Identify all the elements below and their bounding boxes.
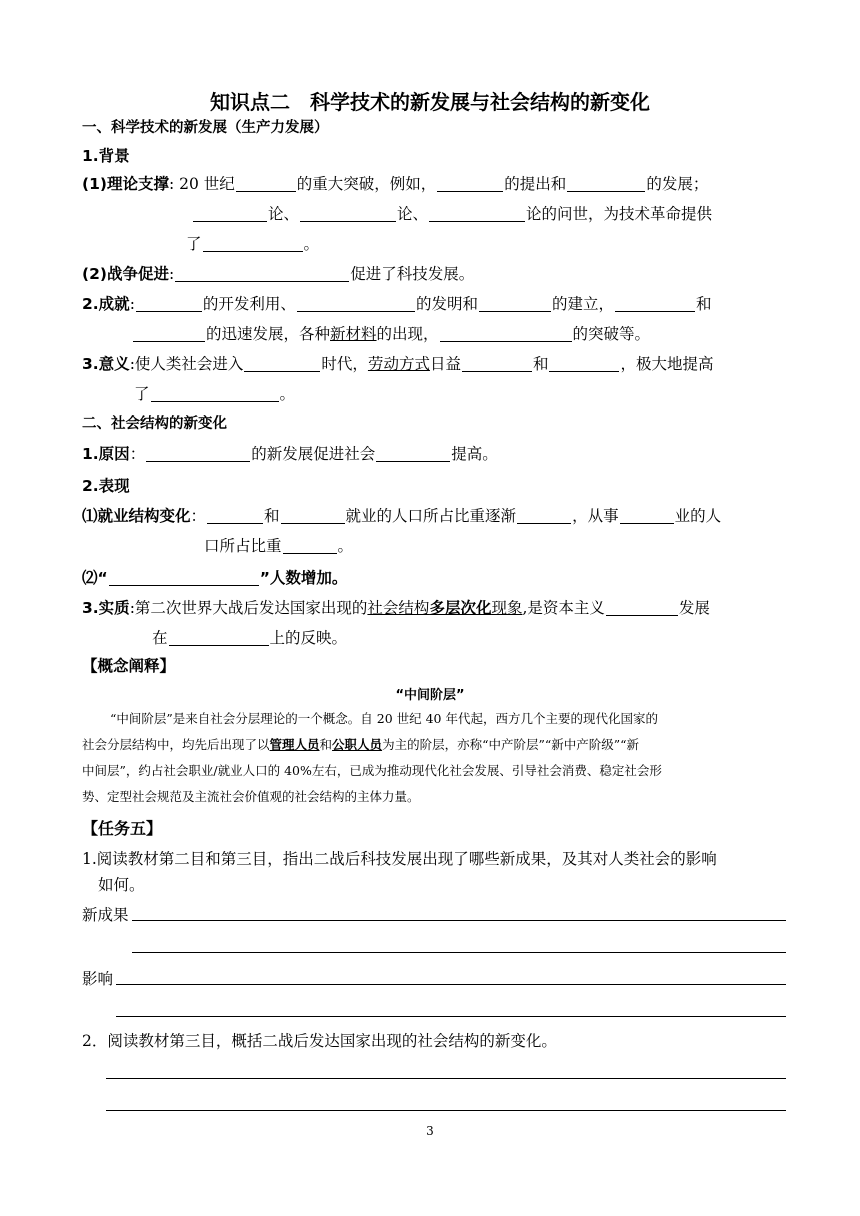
text: 提高。 [451, 445, 498, 463]
page-title: 知识点二 科学技术的新发展与社会结构的新变化 [210, 90, 650, 114]
achievement-line-1 [82, 293, 711, 315]
essence-line-1 [82, 597, 710, 619]
blank[interactable] [606, 599, 678, 616]
question1-line-2: 如何。 [98, 876, 145, 894]
theory-line-2 [192, 203, 712, 225]
text: 和 [532, 355, 549, 373]
theory-line-3 [186, 233, 319, 255]
page-number: 3 [426, 1124, 434, 1138]
blank[interactable] [203, 235, 303, 252]
underlined-text: 社会结构 [367, 599, 430, 617]
underlined-text: 现象 [491, 599, 523, 617]
text: 论、 [268, 205, 300, 223]
text: 论的问世，为技术革命提供 [526, 205, 713, 223]
blank[interactable] [146, 445, 250, 462]
cause-label: 1.原因 [82, 445, 130, 463]
employment-line-2 [204, 535, 353, 557]
essence-label: 3.实质 [82, 599, 130, 617]
text: 就业的人口所占比重逐渐 [345, 507, 517, 525]
underlined-text: 新材料 [330, 325, 377, 343]
text: 和 [319, 737, 333, 752]
underlined-bold-text: 多层次化 [429, 599, 492, 617]
war-label: (2)战争促进 [82, 265, 169, 283]
text: 。 [303, 235, 320, 253]
text: 的新发展促进社会 [251, 445, 376, 463]
text: 在 [152, 629, 168, 647]
impact-label: 影响 [82, 970, 114, 988]
blank[interactable] [429, 205, 525, 222]
concept-line-4: 势、定型社会规范及主流社会价值观的社会结构的主体力量。 [82, 789, 420, 804]
blank[interactable] [479, 295, 551, 312]
underlined-bold-text: 管理人员 [269, 737, 320, 752]
significance-label: 3.意义 [82, 355, 130, 373]
blank[interactable] [175, 265, 349, 282]
text: 上的反映。 [269, 629, 348, 647]
concept-paragraph [82, 706, 788, 810]
section1-heading: 一、科学技术的新发展（生产力发展） [82, 120, 329, 136]
text: 时代， [321, 355, 368, 373]
blank[interactable] [376, 445, 450, 462]
blank[interactable] [437, 175, 503, 192]
manifestation-label: 2.表现 [82, 477, 130, 495]
new-achievements-label: 新成果 [82, 906, 129, 924]
underlined-text: 劳动方式 [367, 355, 430, 373]
blank[interactable] [567, 175, 645, 192]
text: 业的人 [674, 507, 722, 525]
blank[interactable] [297, 295, 415, 312]
text: ： [190, 507, 207, 525]
text: 的建立， [551, 295, 614, 313]
blank[interactable] [151, 385, 279, 402]
text: 了 [186, 235, 202, 253]
underlined-bold-text: 公职人员 [332, 737, 383, 752]
question1-line-1: 1.阅读教材第二目和第三目，指出二战后科技发展出现了哪些新成果，及其对人类社会的影响 [82, 850, 717, 868]
text: :第二次世界大战后发达国家出现的 [129, 599, 368, 617]
text: 日益 [429, 355, 461, 373]
text: 的发明和 [415, 295, 478, 313]
blank[interactable] [283, 537, 337, 554]
blank[interactable] [133, 325, 205, 342]
employment-line-1 [82, 505, 721, 527]
blank[interactable] [620, 507, 674, 524]
answer-line[interactable] [132, 920, 786, 921]
text: 和 [695, 295, 712, 313]
blank[interactable] [615, 295, 695, 312]
text: 论、 [397, 205, 429, 223]
concept-title: “中间阶层” [395, 688, 465, 703]
text: ⑵ [82, 569, 98, 587]
text: 社会分层结构中，均先后出现了以 [82, 737, 270, 752]
blank[interactable] [193, 205, 267, 222]
text: 的开发利用、 [202, 295, 296, 313]
blank[interactable] [300, 205, 396, 222]
war-line [82, 263, 474, 285]
blank[interactable] [549, 355, 619, 372]
essence-line-2 [152, 627, 347, 649]
blank[interactable] [281, 507, 345, 524]
blank[interactable] [517, 507, 571, 524]
text: : [168, 265, 175, 283]
answer-line[interactable] [132, 952, 786, 953]
concept-line-1: “中间阶层”是来自社会分层理论的一个概念。自 20 世纪 40 年代起，西方几个主要的现代化国家的 [110, 711, 658, 726]
employment-label: ⑴就业结构变化 [82, 507, 191, 525]
text: ，极大地提高 [620, 355, 714, 373]
text: ,是资本主义 [522, 599, 605, 617]
task-heading: 【任务五】 [82, 819, 163, 838]
answer-line[interactable] [106, 1078, 786, 1079]
text: : 20 世纪 [168, 175, 235, 193]
middle-class-line [82, 567, 347, 589]
blank[interactable] [169, 629, 269, 646]
concept-line-2 [82, 732, 788, 758]
text: :使人类社会进入 [129, 355, 244, 373]
text: 的重大突破，例如， [296, 175, 437, 193]
text: 口所占比重 [204, 537, 282, 555]
theory-line-1 [82, 173, 708, 195]
blank[interactable] [136, 295, 202, 312]
blank[interactable] [462, 355, 532, 372]
answer-line[interactable] [106, 1110, 786, 1111]
background-label: 1.背景 [82, 147, 130, 165]
text: : [129, 295, 135, 313]
section2-heading: 二、社会结构的新变化 [82, 416, 227, 432]
concept-line-3: 中间层”，约占社会职业/就业人口的 40%左右，已成为推动现代化社会发展、引导社会消费、稳定社会形 [82, 763, 662, 778]
text: 了 [134, 385, 150, 403]
text: 的迅速发展，各种 [206, 325, 331, 343]
cause-line [82, 443, 498, 465]
question2: 2．阅读教材第三目，概括二战后发达国家出现的社会结构的新变化。 [82, 1032, 557, 1050]
text: 。 [337, 537, 354, 555]
text: 的提出和 [504, 175, 567, 193]
blank[interactable] [236, 175, 296, 192]
text: ”人数增加。 [259, 569, 348, 587]
achievement-line-2 [132, 323, 650, 345]
theory-label: (1)理论支撑 [82, 175, 169, 193]
significance-line-1 [82, 353, 714, 375]
blank[interactable] [440, 325, 572, 342]
text: “ [97, 569, 108, 587]
achievement-label: 2.成就 [82, 295, 130, 313]
significance-line-2 [134, 383, 295, 405]
text: 的发展； [646, 175, 709, 193]
text: 发展 [678, 599, 710, 617]
blank[interactable] [207, 507, 263, 524]
text: 为主的阶层，亦称“中产阶层”“新中产阶级”“新 [382, 737, 640, 752]
text: ，从事 [572, 507, 619, 525]
text: ： [129, 445, 146, 463]
text: 促进了科技发展。 [350, 265, 475, 283]
blank[interactable] [244, 355, 320, 372]
answer-line[interactable] [116, 1016, 786, 1017]
concept-heading: 【概念阐释】 [82, 657, 176, 675]
text: 和 [264, 507, 280, 525]
text: 的出现， [376, 325, 439, 343]
answer-line[interactable] [116, 984, 786, 985]
blank[interactable] [109, 569, 259, 586]
text: 的突破等。 [572, 325, 651, 343]
text: 。 [279, 385, 296, 403]
